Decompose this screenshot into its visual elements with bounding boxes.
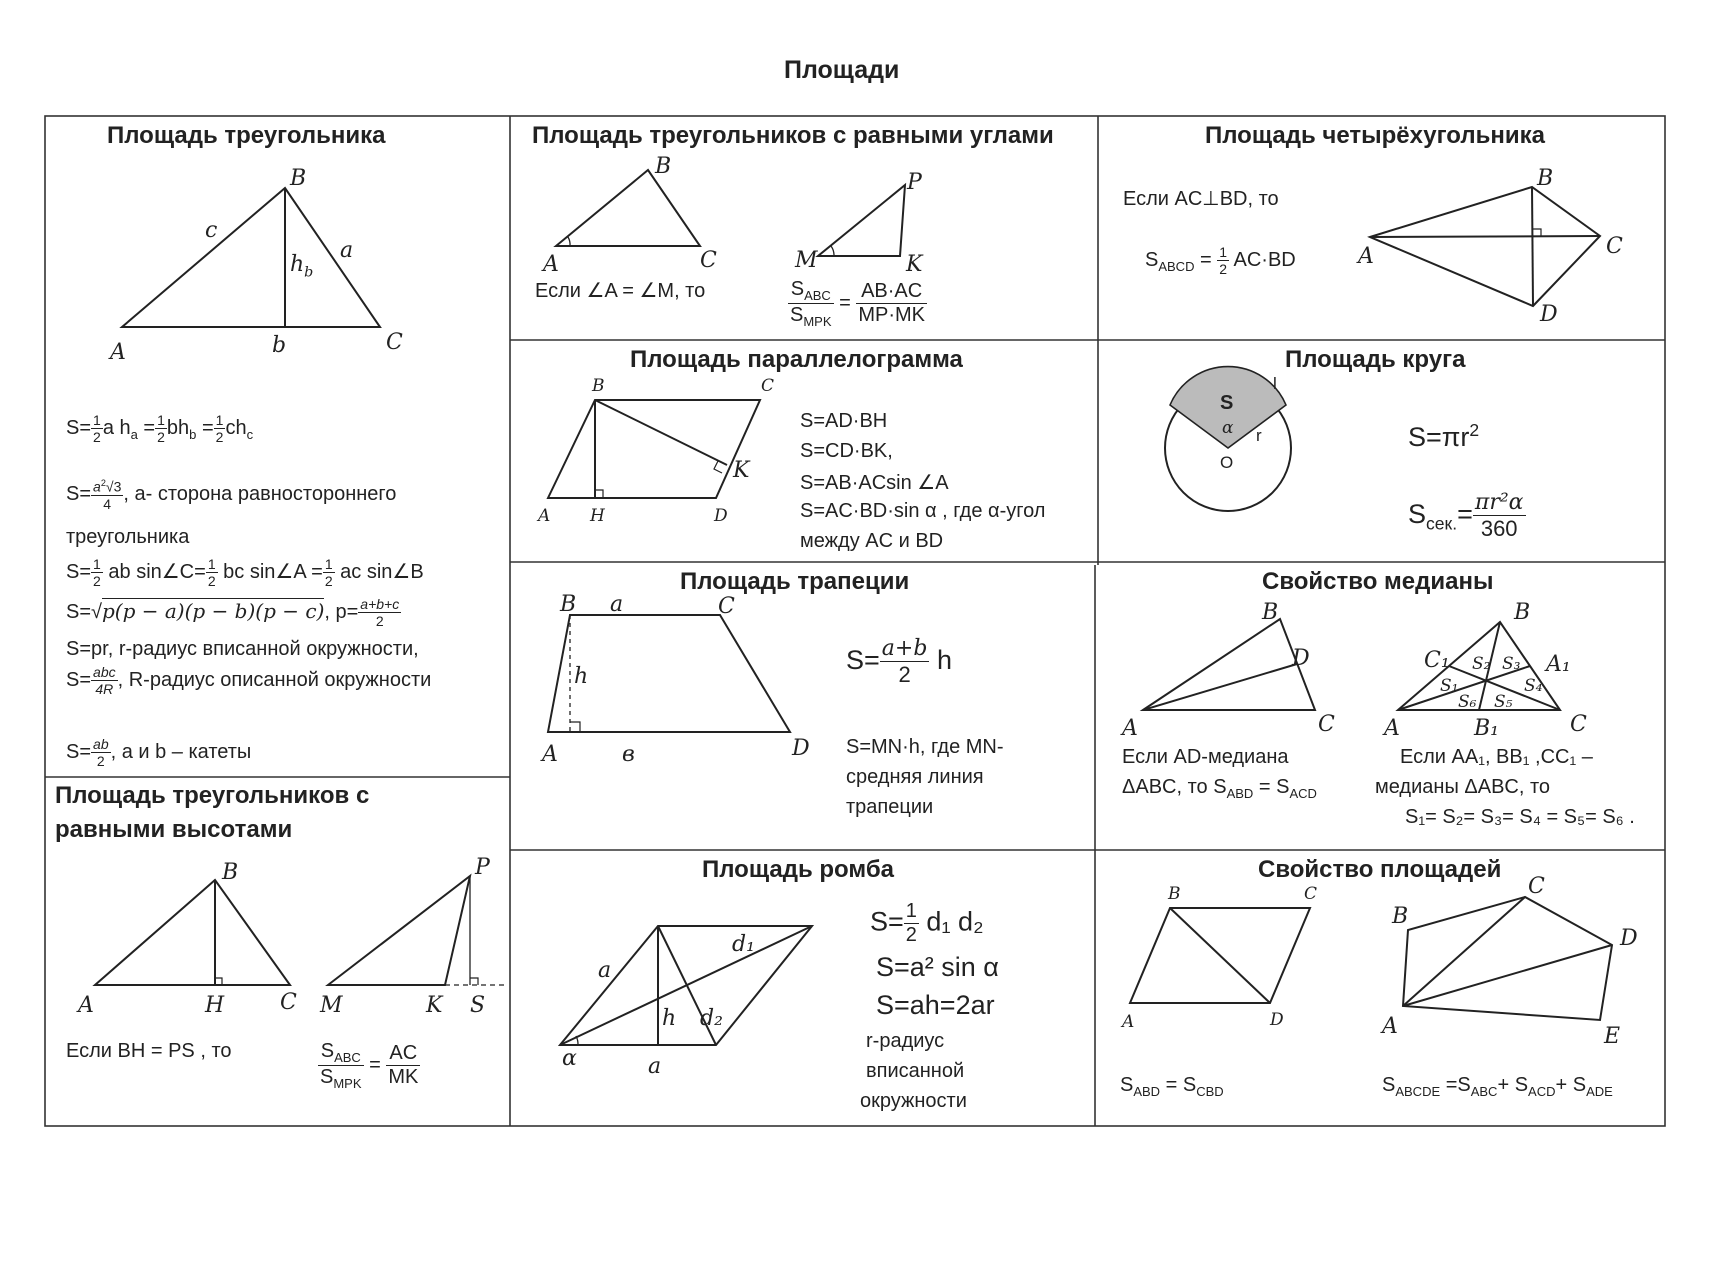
- par-line-4: S=AC·BD·sin α , где α-угол: [800, 500, 1046, 522]
- tri-title: Площадь треугольника: [107, 122, 386, 149]
- par-label-D: D: [714, 506, 728, 526]
- prop2-label-D: D: [1620, 926, 1638, 951]
- par-label-H: H: [590, 506, 605, 526]
- trap-label-A: A: [542, 742, 558, 767]
- circ-label-O: O: [1220, 453, 1234, 472]
- eqh-label-H: H: [205, 993, 225, 1018]
- tri-label-C: C: [386, 330, 403, 355]
- trap-formula: S= $\frac{a+b}{2}$ h: [846, 636, 952, 687]
- tri-formula-heron: S=√p(p − a)(p − b)(p − c), p= $\frac{a+b+c}{2}$: [66, 596, 400, 629]
- med-left-l1: Если AD-медиана: [1122, 746, 1289, 768]
- par-label-A: A: [538, 506, 551, 526]
- eqh-triangle-2: [328, 876, 470, 985]
- eqang-label-B: B: [655, 154, 672, 179]
- prop2-label-A: A: [1382, 1014, 1398, 1039]
- trap-line-2: средняя линия: [846, 766, 984, 788]
- rhomb-formula-h: S=ah=2ar: [876, 990, 995, 1020]
- med2-label-A1: A₁: [1546, 652, 1571, 677]
- par-line-1: S=AD·BH: [800, 410, 888, 432]
- tri-formula-equilateral: S= $\frac{a^2√3}{4}$ , a- сторона равностороннего: [66, 478, 397, 512]
- eqang-triangle-2: [818, 185, 905, 256]
- med2-label-B: B: [1514, 600, 1531, 625]
- eqang-label-K: K: [906, 252, 923, 277]
- prop-left-formula: $S_{ABD} = S_{CBD}$: [1120, 1074, 1224, 1099]
- eqang-label-A: A: [543, 252, 559, 277]
- med2-label-A: A: [1384, 716, 1400, 741]
- med2-label-C1: C₁: [1424, 648, 1450, 673]
- trap-label-h: h: [574, 664, 589, 689]
- trap-label-a: a: [610, 592, 624, 617]
- prop-label-C: C: [1304, 884, 1318, 904]
- med-title: Свойство медианы: [1262, 568, 1494, 595]
- rhomb-title: Площадь ромба: [702, 856, 894, 883]
- tri-label-a: a: [340, 238, 354, 263]
- med-label-B: B: [1262, 600, 1279, 625]
- eqh-label-B: B: [222, 860, 239, 885]
- tri-label-hb: $h_b$: [290, 252, 314, 281]
- eqang-ratio: $\frac{S_{ABC}}{S_{MPK}}$ = $\frac{AB\cdot AC}{MP\cdot MK}$: [790, 278, 925, 329]
- circ-label-l: l: [1273, 374, 1277, 393]
- circ-label-S: S: [1220, 392, 1234, 414]
- med-label-D: D: [1292, 646, 1310, 671]
- prop-pentagon: [1403, 897, 1612, 1020]
- circ-label-alpha: α: [1222, 418, 1234, 438]
- tri-label-c: c: [205, 218, 218, 243]
- med-right-l1: Если AA₁, BB₁ ,CC₁ –: [1400, 746, 1593, 768]
- rhomb-line-3: окружности: [860, 1090, 967, 1112]
- eqh-condition: Если BH = PS , то: [66, 1040, 232, 1062]
- quad-title: Площадь четырёхугольника: [1205, 122, 1545, 149]
- rhomb-label-d1: d₁: [732, 932, 755, 957]
- trap-label-C: C: [718, 594, 735, 619]
- med-label-A: A: [1122, 716, 1138, 741]
- rhomb-label-alpha: α: [562, 1046, 577, 1071]
- prop2-label-E: E: [1604, 1024, 1621, 1049]
- par-title: Площадь параллелограмма: [630, 346, 963, 373]
- tri-label-b: b: [272, 333, 287, 358]
- eqh-title-l2: равными высотами: [55, 816, 293, 843]
- med2-label-S6: S₆: [1458, 692, 1477, 712]
- eqh-label-K: K: [426, 993, 443, 1018]
- par-label-K: K: [733, 458, 750, 483]
- prop-right-formula: $S_{ABCDE} =S_{ABC}+ S_{ACD}+ S_{ADE}$: [1382, 1074, 1613, 1099]
- median-triangle: [1143, 619, 1315, 710]
- quad-label-D: D: [1540, 302, 1558, 327]
- med2-label-S3: S₃: [1502, 654, 1521, 674]
- rhomb-formula-sin: S=a² sin α: [876, 952, 999, 982]
- eqh-label-S: S: [470, 993, 486, 1018]
- circ-formula: $S=\pi r^2$: [1408, 420, 1480, 452]
- rhomb-line-1: r-радиус: [866, 1030, 945, 1052]
- eqh-label-A: A: [78, 993, 94, 1018]
- trap-title: Площадь трапеции: [680, 568, 910, 595]
- trap-line-3: трапеции: [846, 796, 934, 818]
- med2-label-S5: S₅: [1494, 692, 1513, 712]
- quad-figure: [1370, 187, 1600, 306]
- eqang-label-P: P: [907, 170, 922, 195]
- med-left-l2: ΔABC, то $S_{ABD} = S_{ACD}$: [1122, 776, 1317, 801]
- page-title: Площади: [784, 56, 900, 84]
- parallelogram-figure: [548, 400, 760, 498]
- eqh-title-l1: Площадь треугольников с: [55, 782, 370, 809]
- tri-label-B: B: [290, 166, 307, 191]
- prop-label-A: A: [1122, 1012, 1135, 1032]
- par-line-5: между AC и BD: [800, 530, 944, 552]
- med2-label-S1: S₁: [1440, 676, 1459, 696]
- prop-label-B: B: [1168, 884, 1181, 904]
- rhomb-label-h: h: [662, 1006, 677, 1031]
- trap-label-B: B: [560, 592, 577, 617]
- tri-formula-sine: S= $\frac{1}{2}$ ab sin∠C= $\frac{1}{2}$ bc sin∠A = $\frac{1}{2}$ ac sin∠B: [66, 556, 424, 589]
- par-line-3: S=AB·ACsin ∠A: [800, 472, 949, 494]
- eqh-label-M: M: [320, 993, 343, 1018]
- eqang-condition: Если ∠A = ∠M, то: [535, 280, 706, 302]
- eqang-label-M: M: [795, 248, 818, 273]
- eqang-triangle-1: [556, 170, 700, 246]
- eqh-ratio: $\frac{S_{ABC}}{S_{MPK}}$ = $\frac{AC}{MK}$: [320, 1040, 419, 1091]
- med2-label-C: C: [1570, 712, 1587, 737]
- eqang-title: Площадь треугольников с равными углами: [532, 122, 1054, 149]
- trap-label-b: в: [622, 742, 635, 767]
- quad-label-A: A: [1358, 244, 1374, 269]
- med-right-l3: S₁= S₂= S₃= S₄ = S₅= S₆ .: [1405, 806, 1635, 828]
- eqh-label-P: P: [475, 855, 490, 880]
- trap-label-D: D: [792, 736, 810, 761]
- med2-label-S4: S₄: [1524, 676, 1543, 696]
- med-right-l2: медианы ΔABC, то: [1375, 776, 1551, 798]
- prop-label-D: D: [1270, 1010, 1284, 1030]
- par-label-B: B: [592, 376, 605, 396]
- rhomb-label-d2: d₂: [700, 1006, 723, 1031]
- circ-title: Площадь круга: [1285, 346, 1466, 373]
- quad-label-C: C: [1606, 234, 1623, 259]
- rhomb-formula-diag: S= $\frac{1}{2}$ d₁ d₂: [870, 900, 984, 946]
- tri-formula-right: S= $\frac{ab}{2}$ , a и b – катеты: [66, 736, 252, 769]
- med2-label-B1: B₁: [1474, 716, 1499, 741]
- quad-formula: $S_{ABCD}$ = $\frac{1}{2}$ AC·BD: [1145, 244, 1296, 277]
- eqh-label-C: C: [280, 990, 297, 1015]
- eqh-triangle-1: [95, 880, 290, 985]
- trap-line-1: S=MN·h, где MN-: [846, 736, 1004, 758]
- eqang-label-C: C: [700, 248, 717, 273]
- circ-label-r: r: [1256, 426, 1262, 445]
- quad-condition: Если AC⊥BD, то: [1123, 188, 1279, 210]
- tri-formula-heights: S= $\frac{1}{2}$ a $h_a$ = $\frac{1}{2}$ $bh_b$ = $\frac{1}{2}$ $ch_c$: [66, 412, 254, 445]
- med2-label-S2: S₂: [1472, 654, 1491, 674]
- prop-title: Свойство площадей: [1258, 856, 1502, 883]
- tri-formula-circumradius: S= $\frac{\text{abc}}{4R}$ , R-радиус описанной окружности: [66, 664, 432, 697]
- quad-label-B: B: [1537, 166, 1554, 191]
- rhomb-line-2: вписанной: [866, 1060, 965, 1082]
- prop2-label-B: B: [1392, 904, 1409, 929]
- circ-sector-formula: $S_{сек.}=$ $\frac{\text{πr²α}}{360}$: [1408, 490, 1524, 541]
- rhomb-label-a2: a: [648, 1054, 662, 1079]
- par-line-2: S=CD·BK,: [800, 440, 893, 462]
- tri-formula-inradius: S=pr, r-радиус вписанной окружности,: [66, 638, 419, 660]
- rhomb-label-a: a: [598, 958, 612, 983]
- tri-formula-equilateral-l2: треугольника: [66, 526, 190, 548]
- tri-label-A: A: [110, 340, 126, 365]
- prop2-label-C: C: [1528, 874, 1545, 899]
- par-label-C: C: [761, 376, 775, 396]
- med-label-C: C: [1318, 712, 1335, 737]
